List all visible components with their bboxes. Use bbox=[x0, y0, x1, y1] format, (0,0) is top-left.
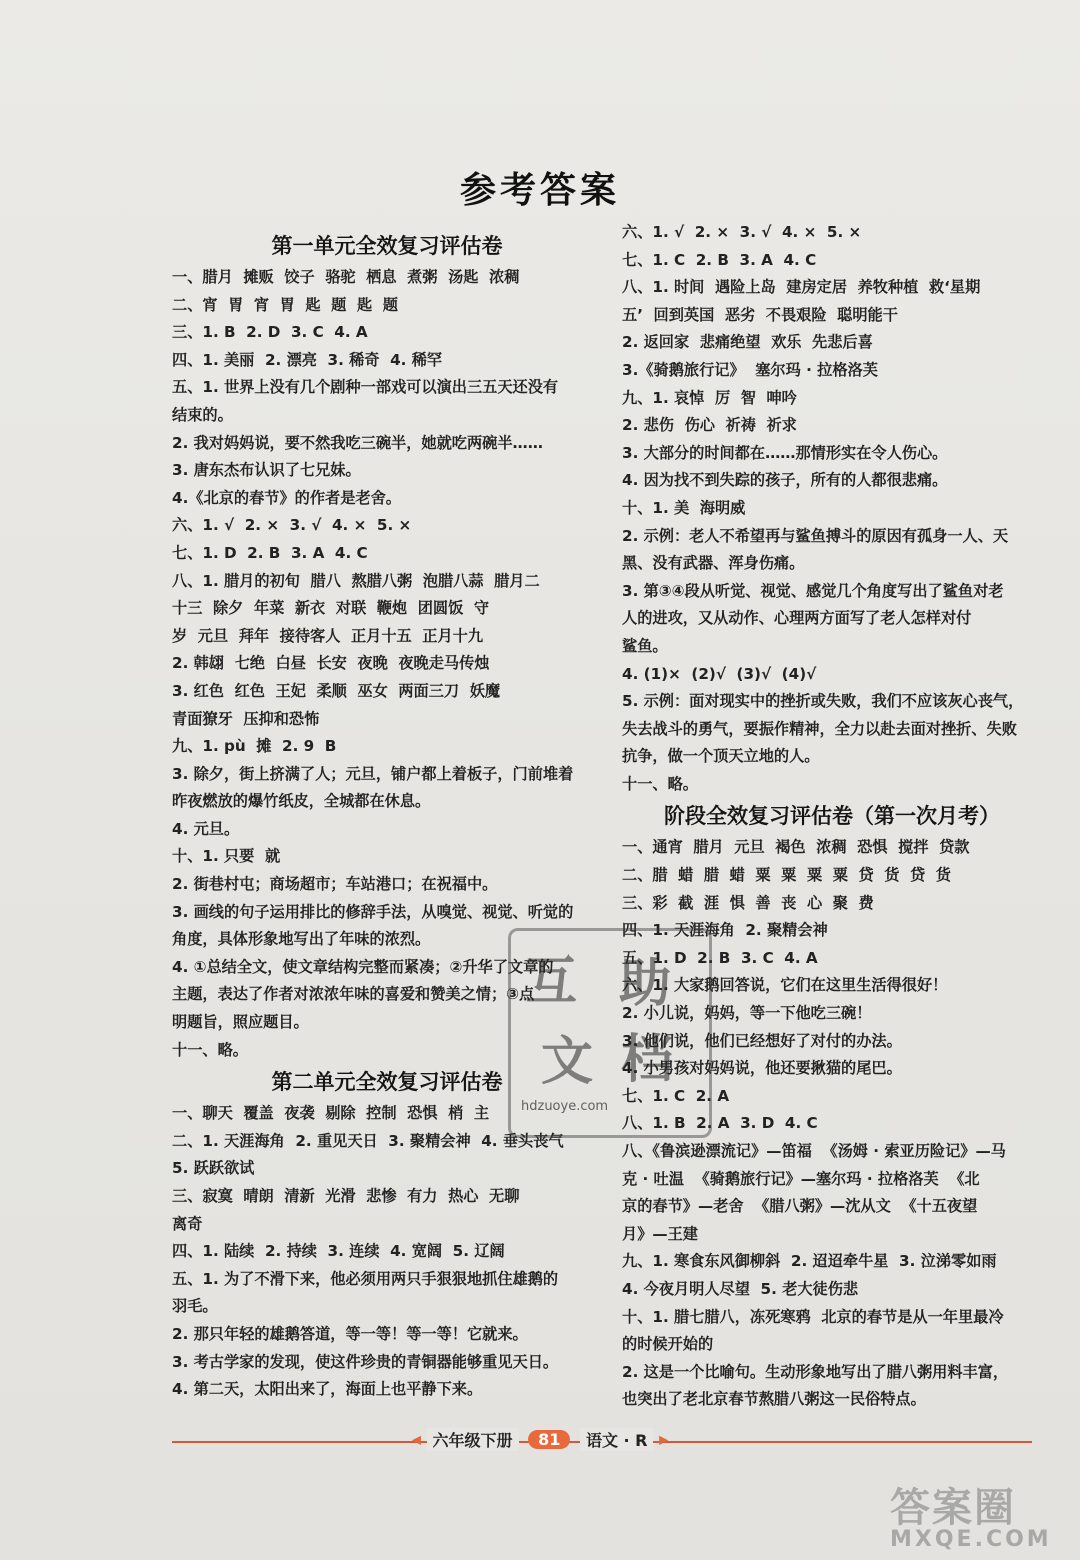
stamp-url: hdzuoye.com bbox=[521, 1099, 609, 1114]
answer-line: 3. 他们说，他们已经想好了对付的办法。 bbox=[622, 1031, 902, 1050]
answer-line: 2. 那只年轻的雄鹅答道，等一等！等一等！它就来。 bbox=[172, 1324, 528, 1343]
answer-line: 八、1. B 2. A 3. D 4. C bbox=[622, 1114, 818, 1133]
answer-line: 十、1. 腊七腊八，冻死寒鸦 北京的春节是从一年里最冷 bbox=[622, 1307, 1004, 1326]
answer-line: 4. 今夜月明人尽望 5. 老大徒伤悲 bbox=[622, 1279, 859, 1298]
answer-line: 3. 红色 红色 王妃 柔顺 巫女 两面三刀 妖魔 bbox=[172, 681, 501, 700]
answer-line: 五、1. 世界上没有几个剧种一部戏可以演出三五天还没有 bbox=[172, 378, 559, 397]
answer-line: 十一、略。 bbox=[172, 1040, 248, 1059]
answer-line: 2. 这是一个比喻句。生动形象地写出了腊八粥用料丰富， bbox=[622, 1362, 1009, 1381]
answer-line: 4. 因为找不到失踪的孩子，所有的人都很悲痛。 bbox=[622, 471, 948, 490]
watermark-logo-text: 答案圈 bbox=[890, 1485, 1016, 1531]
answer-line: 4. ①总结全文，使文章结构完整而紧凑；②升华了文章的 bbox=[172, 957, 554, 976]
answer-line: 克 · 吐温 《骑鹅旅行记》—塞尔玛 · 拉格洛芙 《北 bbox=[622, 1169, 980, 1188]
footer-subject: 语文 · R bbox=[580, 1428, 654, 1451]
answer-line: 5. 示例：面对现实中的挫折或失败，我们不应该灰心丧气， bbox=[622, 692, 1024, 711]
answer-line: 九、1. pù 摊 2. 9 B bbox=[172, 737, 337, 756]
answer-line: 五、1. 为了不滑下来，他必须用两只手狠狠地抓住雄鹅的 bbox=[172, 1269, 559, 1288]
answer-line: 4.《北京的春节》的作者是老舍。 bbox=[172, 488, 401, 507]
answer-line: 月》—王建 bbox=[622, 1224, 698, 1243]
answer-line: 二、1. 天涯海角 2. 重见天日 3. 聚精会神 4. 垂头丧气 bbox=[172, 1131, 564, 1150]
answer-line: 的时候开始的 bbox=[622, 1335, 714, 1354]
answer-line: 5. 跃跃欲试 bbox=[172, 1159, 255, 1178]
answer-line: 也突出了老北京春节熬腊八粥这一民俗特点。 bbox=[622, 1390, 926, 1409]
answer-line: 六、1. √ 2. × 3. √ 4. × 5. × bbox=[172, 516, 412, 535]
watermark-url: MXQE.COM bbox=[890, 1527, 1052, 1552]
answer-line: 2. 韩翃 七绝 白昼 长安 夜晚 夜晚走马传烛 bbox=[172, 654, 490, 673]
stamp-char-4: 档 bbox=[621, 1030, 674, 1090]
answer-line: 结束的。 bbox=[172, 405, 233, 424]
answer-line: 二、宵 胃 宵 胃 匙 题 匙 题 bbox=[172, 295, 398, 314]
answer-line: 一、聊天 覆盖 夜袭 剔除 控制 恐惧 梢 主 bbox=[172, 1104, 490, 1123]
answer-line: 五、1. D 2. B 3. C 4. A bbox=[622, 948, 818, 967]
answer-line: 九、1. 寒食东风御柳斜 2. 迢迢牵牛星 3. 泣涕零如雨 bbox=[622, 1252, 997, 1271]
answer-line: 失去战斗的勇气，要振作精神，全力以赴去面对挫折、失败 bbox=[622, 719, 1017, 738]
section-heading: 第二单元全效复习评估卷 bbox=[271, 1070, 503, 1095]
left-arrow-icon: ◀ bbox=[411, 1432, 421, 1447]
answer-line: 四、1. 陆续 2. 持续 3. 连续 4. 宽阔 5. 辽阔 bbox=[172, 1242, 505, 1261]
right-arrow-icon: ▶ bbox=[659, 1432, 669, 1447]
right-column bbox=[622, 219, 1042, 1414]
answer-line: 4. (1)× (2)√ (3)√ (4)√ bbox=[622, 664, 817, 683]
section-heading: 第一单元全效复习评估卷 bbox=[271, 234, 503, 258]
answer-line: 4. 小男孩对妈妈说，他还要揪猫的尾巴。 bbox=[622, 1059, 902, 1078]
answer-line: 4. 第二天，太阳出来了，海面上也平静下来。 bbox=[172, 1380, 483, 1399]
answer-line: 青面獠牙 压抑和恐怖 bbox=[172, 709, 320, 728]
answer-line: 羽毛。 bbox=[172, 1297, 218, 1316]
answer-line: 鲨鱼。 bbox=[622, 636, 668, 655]
answer-line: 2. 悲伤 伤心 祈祷 祈求 bbox=[622, 416, 797, 435]
answer-line: 3. 除夕，街上挤满了人；元旦，铺户都上着板子，门前堆着 bbox=[172, 764, 574, 783]
answer-line: 3. 画线的句子运用排比的修辞手法，从嗅觉、视觉、听觉的 bbox=[172, 902, 574, 921]
answer-line: 离奇 bbox=[172, 1214, 203, 1233]
answer-line: 九、1. 哀悼 厉 智 呻吟 bbox=[622, 388, 797, 407]
page-number: 81 bbox=[528, 1430, 570, 1449]
answer-line: 七、1. D 2. B 3. A 4. C bbox=[172, 543, 368, 562]
answer-line: 三、1. B 2. D 3. C 4. A bbox=[172, 323, 368, 342]
answer-line: 2. 示例：老人不希望再与鲨鱼搏斗的原因有孤身一人、天 bbox=[622, 526, 1009, 545]
answer-line: 2. 我对妈妈说，要不然我吃三碗半，她就吃两碗半…… bbox=[172, 433, 543, 452]
answer-line: 4. 元旦。 bbox=[172, 819, 240, 838]
answer-line: 六、1. 大家鹅回答说，它们在这里生活得很好！ bbox=[622, 976, 948, 995]
answer-line: 七、1. C 2. B 3. A 4. C bbox=[622, 250, 817, 269]
answer-line: 十、1. 美 海明威 bbox=[622, 498, 746, 517]
answer-line: 2. 街巷村屯；商场超市；车站港口；在祝福中。 bbox=[172, 875, 498, 894]
answer-line: 三、彩 截 涯 惧 善 丧 心 聚 费 bbox=[622, 893, 874, 912]
page-footer bbox=[0, 1428, 1080, 1451]
answer-line: 十、1. 只要 就 bbox=[172, 847, 281, 866]
answer-line: 明题旨，照应题目。 bbox=[172, 1013, 309, 1032]
answer-line: 主题，表达了作者对浓浓年味的喜爱和赞美之情；③点 bbox=[172, 985, 535, 1004]
answer-line: 四、1. 天涯海角 2. 聚精会神 bbox=[622, 921, 828, 940]
answer-line: 一、通宵 腊月 元旦 褐色 浓稠 恐惧 搅拌 贷款 bbox=[622, 838, 970, 857]
page-title: 参考答案 bbox=[459, 170, 620, 211]
answer-line: 六、1. √ 2. × 3. √ 4. × 5. × bbox=[622, 223, 862, 241]
answer-line: 2. 返回家 悲痛绝望 欢乐 先悲后喜 bbox=[622, 333, 873, 352]
answer-line: 角度，具体形象地写出了年味的浓烈。 bbox=[172, 930, 431, 949]
answer-line: 3. 大部分的时间都在……那情形实在令人伤心。 bbox=[622, 443, 948, 462]
answer-line: 七、1. C 2. A bbox=[622, 1086, 730, 1105]
answer-line: 3. 唐东杰布认识了七兄妹。 bbox=[172, 461, 361, 480]
answer-line: 八、1. 时间 遇险上岛 建房定居 养牧种植 救‘星期 bbox=[622, 278, 981, 297]
footer-grade: 六年级下册 bbox=[427, 1428, 519, 1451]
answer-line: 八、《鲁滨逊漂流记》—笛福 《汤姆 · 索亚历险记》—马 bbox=[622, 1142, 1006, 1160]
section-heading: 阶段全效复习评估卷（第一次月考） bbox=[664, 804, 1000, 829]
answer-line: 京的春节》—老舍 《腊八粥》—沈从文 《十五夜望 bbox=[622, 1197, 978, 1216]
answer-line: 二、腊 蜡 腊 蜡 粟 粟 粟 粟 贷 货 贷 货 bbox=[622, 866, 951, 885]
stamp-char-2: 助 bbox=[619, 954, 672, 1014]
answer-line: 十三 除夕 年菜 新衣 对联 鞭炮 团圆饭 守 bbox=[172, 599, 490, 618]
answer-line: 昨夜燃放的爆竹纸皮，全城都在休息。 bbox=[172, 792, 431, 811]
answer-line: 八、1. 腊月的初旬 腊八 熬腊八粥 泡腊八蒜 腊月二 bbox=[172, 571, 540, 590]
answer-line: 3. 考古学家的发现，使这件珍贵的青铜器能够重见天日。 bbox=[172, 1352, 559, 1371]
answer-line: 3.《骑鹅旅行记》 塞尔玛 · 拉格洛芙 bbox=[622, 360, 878, 379]
answer-line: 人的进攻，又从动作、心理两方面写了老人怎样对付 bbox=[622, 609, 972, 628]
answer-line: 黑、没有武器、浑身伤痛。 bbox=[622, 554, 805, 573]
answer-line: 五’ 回到英国 恶劣 不畏艰险 聪明能干 bbox=[622, 305, 898, 324]
answer-line: 抗争，做一个顶天立地的人。 bbox=[622, 747, 820, 766]
answer-line: 一、腊月 摊贩 饺子 骆驼 栖息 煮粥 汤匙 浓稠 bbox=[172, 268, 520, 286]
answer-line: 四、1. 美丽 2. 漂亮 3. 稀奇 4. 稀罕 bbox=[172, 350, 443, 369]
answer-line: 岁 元旦 拜年 接待客人 正月十五 正月十九 bbox=[172, 626, 484, 645]
answer-line: 3. 第③④段从听觉、视觉、感觉几个角度写出了鲨鱼对老 bbox=[622, 581, 1004, 600]
answer-line: 十一、略。 bbox=[622, 774, 698, 793]
stamp-char-3: 文 bbox=[541, 1032, 594, 1092]
answer-line: 三、寂寞 晴朗 清新 光滑 悲惨 有力 热心 无聊 bbox=[172, 1187, 520, 1205]
left-column bbox=[172, 228, 602, 1404]
site-watermark bbox=[890, 1476, 1070, 1556]
answer-line: 2. 小儿说，妈妈，等一下他吃三碗！ bbox=[622, 1004, 872, 1023]
hdzuoye-stamp bbox=[508, 928, 712, 1138]
stamp-char-1: 互 bbox=[525, 952, 578, 1012]
